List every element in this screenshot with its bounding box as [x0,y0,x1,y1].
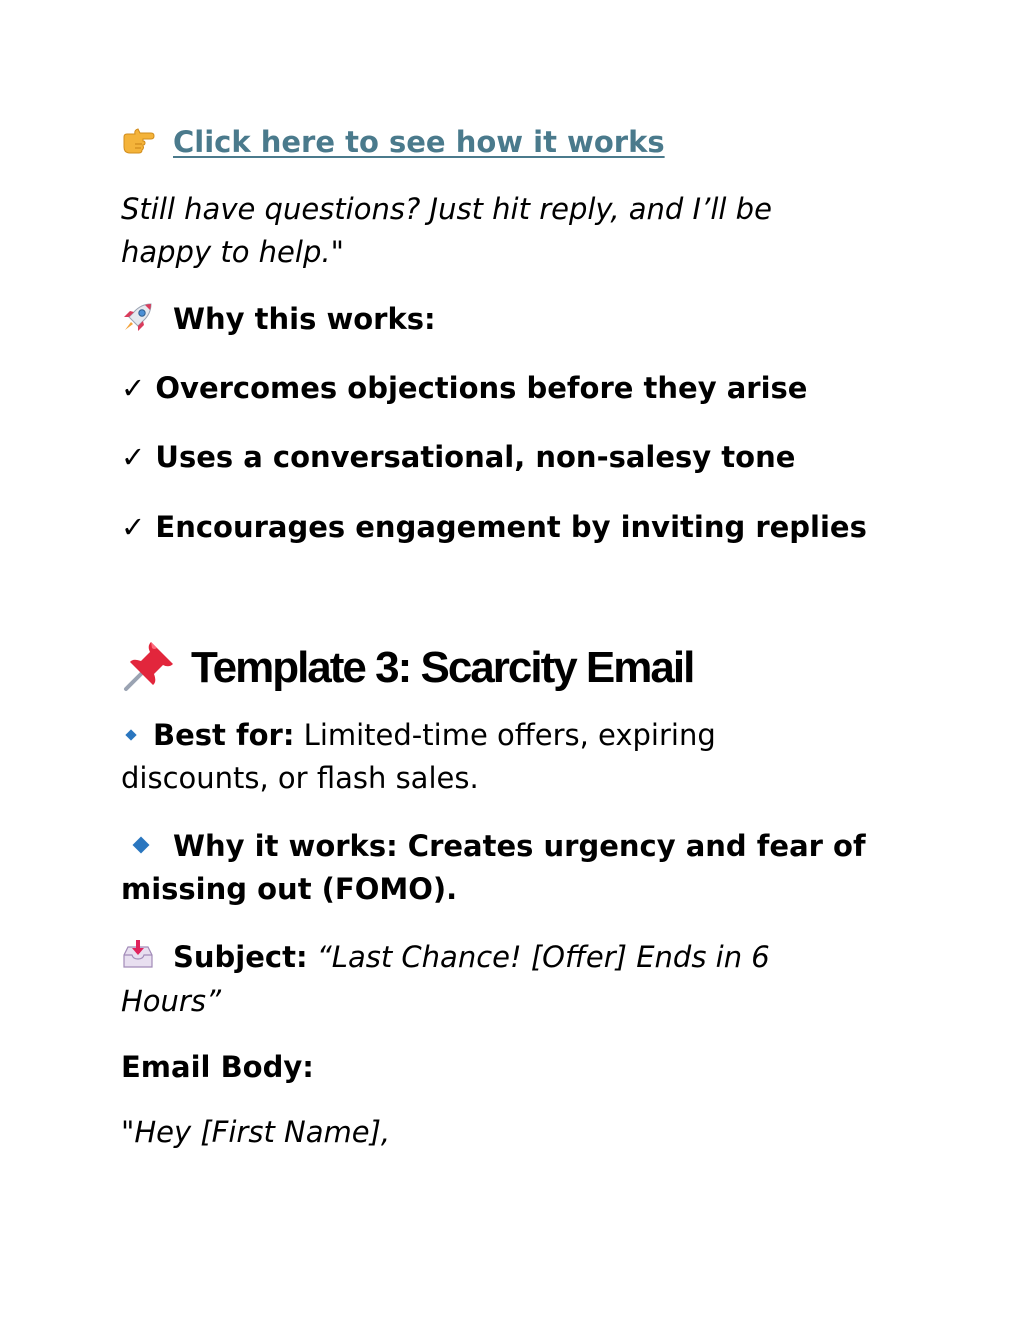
best-for-line-2: discounts, or flash sales. [121,761,479,795]
see-how-it-works-link[interactable]: Click here to see how it works [173,125,665,159]
why-it-works-text: Why it works: Creates urgency and fear of [173,829,866,863]
pushpin-icon [121,638,177,694]
best-for-line-1 [121,714,716,757]
large-blue-diamond-icon [121,830,173,860]
why-point-2: ✓ Uses a conversational, non-salesy tone [121,440,796,474]
closing-note-line-1: Still have questions? Just hit reply, and I’ll be [121,192,772,226]
template-heading [121,638,693,696]
email-body-label: Email Body: [121,1050,314,1084]
template-title: Template 3: Scarcity Email [191,643,694,692]
why-this-works-heading [121,298,436,341]
inbox-tray-icon [121,938,155,972]
best-for-label: Best for: [153,718,295,752]
subject-label: Subject: [173,940,308,974]
why-it-works-line-2: missing out (FOMO). [121,872,458,906]
closing-note-line-2: happy to help." [121,235,344,269]
rocket-icon [121,300,155,334]
cta-line [121,121,665,164]
why-point-1: ✓ Overcomes objections before they arise [121,371,808,405]
why-point-3: ✓ Encourages engagement by inviting replies [121,510,867,544]
email-body-greeting: "Hey [First Name], [121,1115,391,1149]
why-it-works-line-1 [121,825,866,868]
subject-text: “Last Chance! [Offer] Ends in 6 [307,940,770,974]
pointing-right-hand-icon [121,123,155,157]
small-blue-diamond-icon [121,719,153,749]
best-for-text: Limited-time offers, expiring [294,718,716,752]
subject-line-1 [121,936,770,979]
subject-line-2: Hours” [121,984,221,1018]
why-this-works-title: Why this works: [173,302,436,336]
